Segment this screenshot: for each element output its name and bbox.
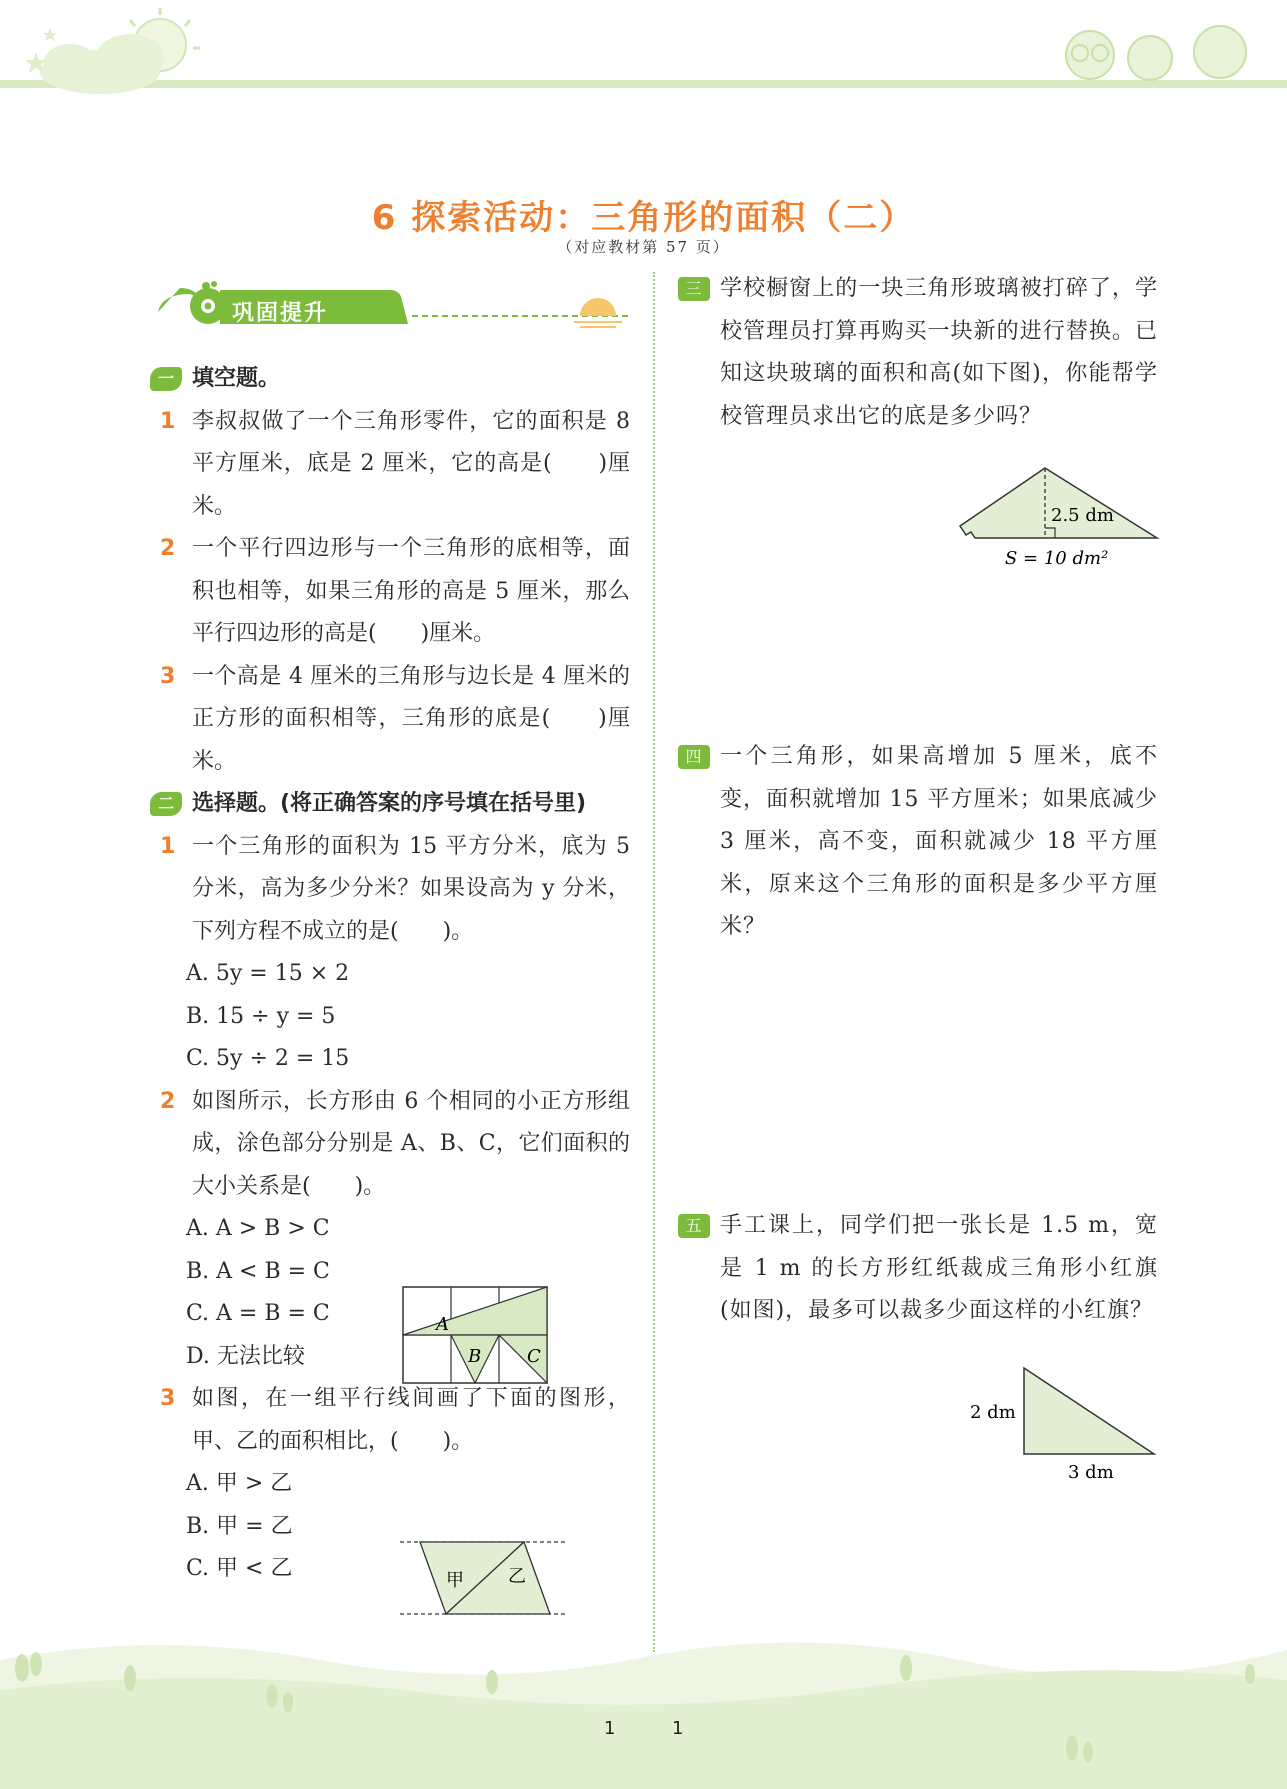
- choice-question-3: [150, 1378, 630, 1463]
- page-subtitle: （对应教材第 57 页）: [557, 238, 730, 256]
- option: C. 5y ÷ 2 = 15: [186, 1046, 350, 1071]
- option: A. 5y = 15 × 2: [186, 961, 350, 986]
- question-number: 3: [160, 1386, 176, 1411]
- column-divider: [653, 272, 655, 1652]
- label-b: B: [468, 1346, 482, 1367]
- section-banner: [150, 280, 630, 336]
- left-column: [150, 358, 630, 1591]
- section-3: [678, 268, 1158, 438]
- label-jia: 甲: [446, 1570, 464, 1591]
- option: A. A > B > C: [186, 1216, 330, 1241]
- broken-glass-triangle-figure: [955, 464, 1170, 574]
- question-number: 2: [160, 1088, 176, 1114]
- section-5: [678, 1205, 1158, 1333]
- whale-icon: [158, 281, 226, 324]
- question-text: 如图，在一组平行线间画了下面的图形，甲、乙的面积相比，( )。: [192, 1386, 630, 1454]
- page-title: 6 探索活动：三角形的面积（二）: [371, 198, 916, 238]
- section-4-badge: 四: [678, 745, 710, 769]
- label-c: C: [527, 1346, 541, 1367]
- rectangle-grid-figure: [402, 1286, 548, 1384]
- height-label: 2 dm: [970, 1402, 1016, 1423]
- option: B. 15 ÷ y = 5: [186, 1003, 336, 1029]
- option: B. 甲 = 乙: [186, 1513, 293, 1539]
- option: C. A = B = C: [186, 1301, 330, 1326]
- base-label: 3 dm: [1068, 1462, 1114, 1483]
- parallel-lines-figure: [400, 1538, 570, 1618]
- question-number: 3: [160, 663, 176, 689]
- option: B. A < B = C: [186, 1258, 330, 1284]
- label-a: A: [436, 1314, 449, 1335]
- fill-question-1: [150, 401, 630, 529]
- cloud-icon: [40, 34, 164, 94]
- choice-question-2: [150, 1081, 630, 1209]
- fill-question-3: [150, 656, 630, 784]
- question-text: 一个高是 4 厘米的三角形与边长是 4 厘米的正方形的面积相等，三角形的底是( )厘米。: [192, 663, 630, 774]
- footer-landscape: [0, 1620, 1287, 1789]
- section-1-title: 填空题。: [192, 366, 281, 391]
- section-2-heading: [150, 783, 630, 826]
- question-number: 2: [160, 536, 176, 561]
- header-decoration: [0, 0, 1287, 110]
- question-text: 一个平行四边形与一个三角形的底相等，面积也相等，如果三角形的高是 5 厘米，那么平行四边形的高是( )厘米。: [192, 536, 630, 646]
- option: A. 甲 > 乙: [186, 1471, 293, 1496]
- flag-triangle-figure: [968, 1364, 1168, 1484]
- question-text: 李叔叔做了一个三角形零件，它的面积是 8 平方厘米，底是 2 厘米，它的高是( )厘米。: [192, 408, 630, 519]
- page-number-left: 1: [604, 1718, 616, 1739]
- choice-question-1: [150, 826, 630, 954]
- animal-faces-icon: [1066, 26, 1246, 80]
- option: C. 甲 < 乙: [186, 1556, 293, 1581]
- question-text: 如图所示，长方形由 6 个相同的小正方形组成，涂色部分分别是 A、B、C，它们面积的大小关系是( )。: [192, 1088, 630, 1199]
- section-banner-label: 巩固提升: [232, 301, 329, 326]
- label-yi: 乙: [508, 1566, 526, 1587]
- section-4-text: 四 一个三角形，如果高增加 5 厘米，底不变，面积就增加 15 平方厘米；如果底减少 3 厘米，高不变，面积就减少 18 平方厘米，原来这个三角形的面积是多少平方厘米？: [678, 736, 1158, 949]
- option: D. 无法比较: [186, 1343, 305, 1369]
- question-number: 1: [160, 408, 176, 434]
- section-1-badge: 一: [150, 367, 182, 391]
- question-text: 一个三角形的面积为 15 平方分米，底为 5 分米，高为多少分米？如果设高为 y 分米，下列方程不成立的是( )。: [192, 833, 630, 944]
- section-5-badge: 五: [678, 1214, 710, 1238]
- height-label: 2.5 dm: [1051, 505, 1114, 526]
- question-number: 1: [160, 833, 176, 859]
- area-label: S = 10 dm²: [1005, 548, 1109, 569]
- shaded-region-a: [403, 1287, 547, 1335]
- section-2-badge: 二: [150, 792, 182, 816]
- section-4: [678, 736, 1158, 949]
- section-1-heading: [150, 358, 630, 401]
- section-5-text: 五 手工课上，同学们把一张长是 1.5 m，宽是 1 m 的长方形红纸裁成三角形小红旗(如图)，最多可以裁多少面这样的小红旗？: [678, 1205, 1158, 1333]
- section-3-text: 三 学校橱窗上的一块三角形玻璃被打碎了，学校管理员打算再购买一块新的进行替换。已知这块玻璃的面积和高(如下图)，你能帮学校管理员求出它的底是多少吗？: [678, 268, 1158, 438]
- section-3-badge: 三: [678, 277, 710, 301]
- page-number-right: 1: [672, 1718, 684, 1739]
- sunset-icon: [574, 298, 622, 327]
- section-2-title: 选择题。(将正确答案的序号填在括号里): [192, 791, 587, 816]
- fill-question-2: [150, 528, 630, 656]
